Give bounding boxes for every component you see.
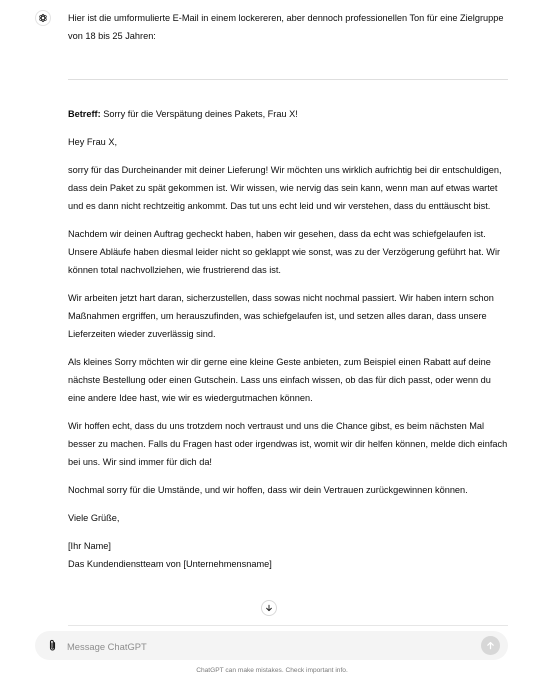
paperclip-icon [48,639,57,652]
message-input[interactable] [65,631,469,662]
disclaimer: ChatGPT can make mistakes. Check important info. [196,667,348,674]
email-subject [68,105,508,123]
email-paragraph: Nachdem wir deinen Auftrag gecheckt haben, haben wir gesehen, dass da echt was schiefgelaufen ist. Unsere Abläufe haben diesmal leider nicht so geklappt wie sonst, was zu der Verzögerung geführt hat. Wir können total nachvollziehen, wie frustrierend das ist. [68,229,501,275]
arrow-up-icon [486,641,495,650]
send-button[interactable] [481,636,500,655]
scroll-to-bottom-button[interactable] [261,600,277,616]
subject-text: Sorry für die Verspätung deines Pakets, Frau X! [100,109,298,119]
arrow-down-icon [265,604,273,612]
email-closing: Viele Grüße, [68,513,120,523]
email-paragraph: sorry für das Durcheinander mit deiner Lieferung! Wir möchten uns wirklich aufrichtig bei dir entschuldigen, dass dein Paket zu spät gekommen ist. Wir wissen, wie nervig das sein kann, wenn man auf etwas wartet und es dann nicht rechtzeitig ankommt. Das tut uns echt leid und wir verstehen, dass du enttäuscht bist. [68,165,502,211]
email-paragraph: Nochmal sorry für die Umstände, und wir hoffen, dass wir dein Vertrauen zurückgewinnen können. [68,485,468,495]
signature-name: [Ihr Name] [68,541,111,551]
email-paragraph: Als kleines Sorry möchten wir dir gerne eine kleine Geste anbieten, zum Beispiel einen Rabatt auf deine nächste Bestellung oder einen Gutschein. Lass uns einfach wissen, ob das für dich passt, oder wenn du eine andere Idee hast, wie wir es wiedergutmachen können. [68,357,491,403]
email-paragraph: Wir hoffen echt, dass du uns trotzdem noch vertraust und uns die Chance gibst, es beim nächsten Mal besser zu machen. Falls du Fragen hast oder irgendwas ist, womit wir dir helfen können, melde dich einfach bei uns. Wir sind immer für dich da! [68,421,508,467]
openai-logo-icon [38,13,48,23]
assistant-avatar [35,10,51,26]
signature-team: Das Kundendienstteam von [Unternehmensname] [68,559,272,569]
assistant-message [68,9,508,573]
attach-button[interactable] [45,638,59,653]
divider [68,79,508,80]
subject-label: Betreff: [68,109,101,119]
composer-divider [68,625,508,626]
email-paragraph: Wir arbeiten jetzt hart daran, sicherzustellen, dass sowas nicht nochmal passiert. Wir haben intern schon Maßnahmen ergriffen, um herauszufinden, was schiefgelaufen ist, und setzen alles daran, dass unsere Lieferzeiten wieder zuverlässig sind. [68,293,494,339]
email-greeting: Hey Frau X, [68,137,118,147]
composer [35,631,508,660]
intro-text: Hier ist die umformulierte E-Mail in einem lockereren, aber dennoch professionellen Ton für eine Zielgruppe von 18 bis 25 Jahren: [68,13,504,41]
